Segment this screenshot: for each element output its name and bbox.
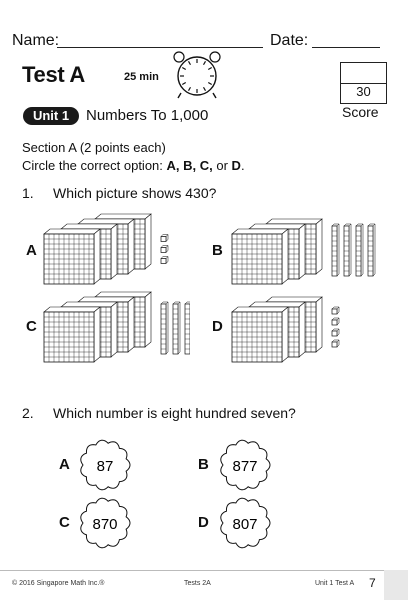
q2-option-a-letter[interactable]: A xyxy=(59,456,70,473)
q2-option-d-value: 807 xyxy=(232,516,258,533)
q2-option-c-letter[interactable]: C xyxy=(59,514,70,531)
score-total: 30 xyxy=(356,84,371,99)
q2-option-d-letter[interactable]: D xyxy=(198,514,209,531)
page-tab xyxy=(384,570,408,600)
footer-rule xyxy=(0,570,408,571)
hundred-flat xyxy=(44,229,100,284)
footer-book: Tests 2A xyxy=(184,580,211,587)
q2-option-c-value: 870 xyxy=(92,516,118,533)
q2-option-d-badge[interactable] xyxy=(218,496,272,550)
instruction-prefix: Circle the correct option: xyxy=(22,158,167,173)
ten-rod xyxy=(173,302,180,354)
q1-option-d-base-ten-blocks[interactable] xyxy=(228,288,378,368)
q1-option-d-letter[interactable]: D xyxy=(212,318,223,335)
q1-option-a-letter[interactable]: A xyxy=(26,242,37,259)
section-heading: Section A (2 points each) xyxy=(22,140,166,155)
one-cube xyxy=(332,329,339,336)
ten-rod xyxy=(356,224,363,276)
q2-option-a-badge[interactable] xyxy=(78,438,132,492)
q2-option-b-value: 877 xyxy=(232,458,258,475)
one-cube xyxy=(161,235,168,242)
question-1-number: 1. xyxy=(22,185,34,201)
question-1-text: Which picture shows 430? xyxy=(53,185,217,201)
one-cube xyxy=(332,340,339,347)
one-cube xyxy=(332,318,339,325)
ten-rod xyxy=(161,302,168,354)
footer-section: Unit 1 Test A xyxy=(315,580,355,587)
score-box[interactable] xyxy=(340,62,387,104)
instruction-options: A, B, C, xyxy=(166,158,213,173)
clock-icon xyxy=(168,50,226,100)
instruction-last-option: D xyxy=(231,158,241,173)
test-title: Test A xyxy=(22,62,85,87)
hundred-flat xyxy=(232,229,288,284)
q1-option-a-base-ten-blocks[interactable] xyxy=(40,210,190,290)
name-label: Name: xyxy=(12,32,60,49)
unit-title: Numbers To 1,000 xyxy=(86,107,209,124)
ten-rod xyxy=(332,224,339,276)
question-2-text: Which number is eight hundred seven? xyxy=(53,405,296,421)
page-number: 7 xyxy=(369,576,376,590)
q1-option-b-letter[interactable]: B xyxy=(212,242,223,259)
duration-label: 25 min xyxy=(124,71,159,83)
q2-option-a-value: 87 xyxy=(96,458,114,475)
instruction-end: . xyxy=(240,158,245,173)
q2-option-b-letter[interactable]: B xyxy=(198,456,209,473)
ten-rod xyxy=(368,224,375,276)
name-line[interactable] xyxy=(57,47,263,48)
ten-rod xyxy=(344,224,351,276)
q1-option-c-base-ten-blocks[interactable] xyxy=(40,288,190,368)
score-label: Score xyxy=(342,104,379,120)
q1-option-b-base-ten-blocks[interactable] xyxy=(228,210,378,290)
footer-copyright: © 2016 Singapore Math Inc.® xyxy=(12,580,105,587)
instruction-or: or xyxy=(212,158,232,173)
date-line[interactable] xyxy=(312,47,380,48)
ten-rod xyxy=(185,302,190,354)
question-2-number: 2. xyxy=(22,405,34,421)
one-cube xyxy=(161,246,168,253)
section-instruction xyxy=(22,158,245,173)
q2-option-c-badge[interactable] xyxy=(78,496,132,550)
q1-option-c-letter[interactable]: C xyxy=(26,318,37,335)
one-cube xyxy=(161,257,168,264)
hundred-flat xyxy=(232,307,288,362)
one-cube xyxy=(332,307,339,314)
date-label: Date: xyxy=(270,32,309,49)
q2-option-b-badge[interactable] xyxy=(218,438,272,492)
hundred-flat xyxy=(44,307,100,362)
unit-badge: Unit 1 xyxy=(23,107,79,125)
